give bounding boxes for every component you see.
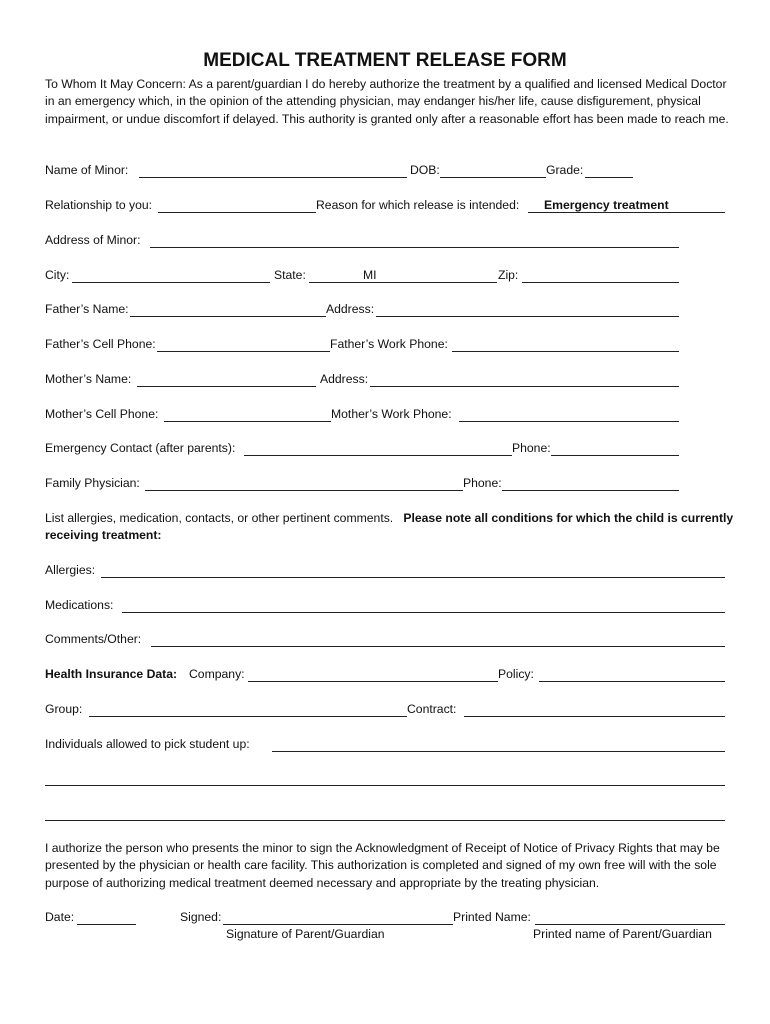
list-instructions [45,510,735,545]
allergies-field[interactable] [101,577,725,578]
city-label: City: [45,268,70,282]
company-label: Company: [189,667,245,681]
zip-field[interactable] [522,282,679,283]
fathers-name-label: Father’s Name: [45,302,129,316]
contract-label: Contract: [407,702,457,716]
mothers-name-label: Mother’s Name: [45,372,132,386]
mothers-cell-field[interactable] [164,421,331,422]
intro-paragraph: To Whom It May Concern: As a parent/guardian I do hereby authorize the treatment by a qualified and licensed Medical Doctor in an emergency which, in the opinion of the attending physician, may endanger his/her life, cause disfigurement, physical impairment, or undue discomfort if delayed. This authority is granted only after a reasonable effort has been made to reach me. [45,77,729,126]
list-note: Please note all conditions for which the child is currently receiving treatment: [45,511,734,543]
fathers-work-field[interactable] [452,351,679,352]
medications-field[interactable] [122,612,725,613]
fathers-work-label: Father’s Work Phone: [330,337,448,351]
address-of-minor-field[interactable] [150,247,679,248]
health-insurance-label: Health Insurance Data: [45,667,178,681]
pickup-field[interactable] [272,751,725,752]
form-title: MEDICAL TREATMENT RELEASE FORM [203,50,567,71]
printed-name-label: Printed Name: [453,910,531,924]
medications-label: Medications: [45,598,114,612]
signed-label: Signed: [180,910,222,924]
printed-name-field[interactable] [535,924,725,925]
mother-address-label: Address: [320,372,369,386]
emergency-phone-field[interactable] [551,455,679,456]
list-instructions-text: List allergies, medication, contacts, or other pertinent comments [45,511,390,525]
state-value: MI [363,268,377,282]
city-field[interactable] [72,282,270,283]
signature-caption: Signature of Parent/Guardian [226,927,385,941]
fathers-name-field[interactable] [130,316,326,317]
reason-field[interactable] [528,212,725,213]
physician-phone-field[interactable] [502,490,679,491]
relationship-label: Relationship to you: [45,198,153,212]
family-physician-field[interactable] [145,490,463,491]
dob-label: DOB: [410,163,440,177]
reason-label: Reason for which release is intended: [316,198,520,212]
father-address-label: Address: [326,302,375,316]
pickup-field-line-3[interactable] [45,820,725,821]
pickup-field-line-2[interactable] [45,785,725,786]
state-field[interactable] [309,282,497,283]
mothers-work-label: Mother’s Work Phone: [331,407,452,421]
mothers-work-field[interactable] [459,421,679,422]
mothers-name-field[interactable] [137,386,316,387]
fathers-cell-label: Father’s Cell Phone: [45,337,156,351]
father-address-field[interactable] [376,316,679,317]
fathers-cell-field[interactable] [157,351,330,352]
reason-value: Emergency treatment [544,198,669,212]
allergies-label: Allergies: [45,563,96,577]
date-field[interactable] [77,924,136,925]
signature-field[interactable] [223,924,453,925]
grade-label: Grade: [546,163,584,177]
company-field[interactable] [248,681,498,682]
mothers-cell-label: Mother’s Cell Phone: [45,407,159,421]
grade-field[interactable] [585,177,633,178]
name-of-minor-label: Name of Minor: [45,163,129,177]
comments-label: Comments/Other: [45,632,142,646]
emergency-contact-field[interactable] [244,455,512,456]
date-label: Date: [45,910,75,924]
zip-label: Zip: [498,268,519,282]
policy-label: Policy: [498,667,534,681]
pickup-label: Individuals allowed to pick student up: [45,737,250,751]
emergency-phone-label: Phone: [512,441,551,455]
list-instructions-period: . [389,511,394,525]
contract-field[interactable] [464,716,725,717]
physician-phone-label: Phone: [463,476,502,490]
family-physician-label: Family Physician: [45,476,140,490]
relationship-field[interactable] [158,212,316,213]
dob-field[interactable] [440,177,546,178]
group-field[interactable] [89,716,407,717]
authorization-paragraph: I authorize the person who presents the minor to sign the Acknowledgment of Receipt of Notice of Privacy Rights that may be presented by the physician or health care facility. This authorization is completed and signed of my own free will with the sole purpose of authorizing medical treatment deemed necessary and appropriate by the treating physician. [45,841,720,890]
name-of-minor-field[interactable] [139,177,407,178]
printed-name-caption: Printed name of Parent/Guardian [533,927,712,941]
state-label: State: [274,268,306,282]
emergency-contact-label: Emergency Contact (after parents): [45,441,236,455]
address-of-minor-label: Address of Minor: [45,233,141,247]
mother-address-field[interactable] [370,386,679,387]
group-label: Group: [45,702,83,716]
policy-field[interactable] [539,681,725,682]
comments-field[interactable] [151,646,725,647]
